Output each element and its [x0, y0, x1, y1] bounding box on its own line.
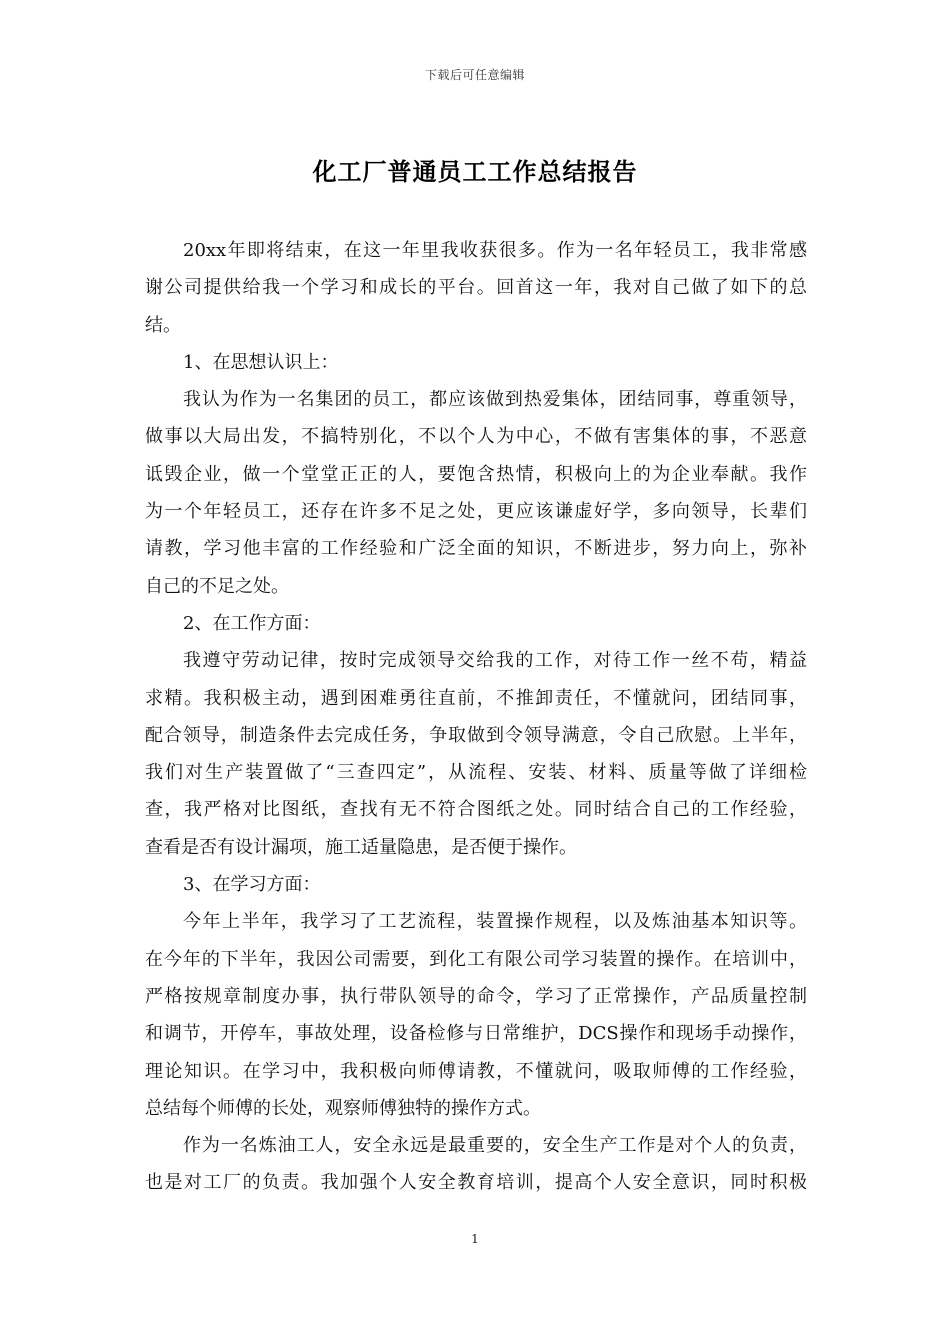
paragraph-line: 理论知识。在学习中，我积极向师傅请教，不懂就问，吸取师傅的工作经验， [145, 1060, 807, 1082]
paragraph-line: 结。 [145, 314, 181, 336]
paragraph [145, 866, 807, 903]
paragraph [145, 1127, 807, 1202]
paragraph [145, 903, 807, 1127]
paragraph-line: 求精。我积极主动，遇到困难勇往直前，不推卸责任，不懂就问，团结同事， [145, 687, 807, 709]
page-number: 1 [471, 1232, 479, 1246]
paragraph-line: 在今年的下半年，我因公司需要，到化工有限公司学习装置的操作。在培训中， [145, 948, 807, 970]
paragraph [145, 605, 807, 642]
paragraph [145, 232, 807, 344]
paragraph-line: 谢公司提供给我一个学习和成长的平台。回首这一年，我对自己做了如下的总 [145, 277, 807, 299]
paragraph [145, 344, 807, 381]
paragraph [145, 381, 807, 605]
document-body [145, 232, 807, 1202]
paragraph-line: 我认为作为一名集团的员工，都应该做到热爱集体，团结同事，尊重领导， [183, 389, 807, 411]
paragraph-line: 查看是否有设计漏项，施工适量隐患，是否便于操作。 [145, 836, 577, 858]
paragraph-line: 我遵守劳动记律，按时完成领导交给我的工作，对待工作一丝不苟，精益 [183, 650, 807, 672]
paragraph-line: 3、在学习方面： [183, 874, 321, 896]
paragraph-line: 配合领导，制造条件去完成任务，争取做到令领导满意，令自己欣慰。上半年， [145, 724, 807, 746]
paragraph-line: 今年上半年，我学习了工艺流程，装置操作规程，以及炼油基本知识等。 [183, 911, 807, 933]
paragraph-line: 我们对生产装置做了“三查四定”，从流程、安装、材料、质量等做了详细检 [145, 762, 807, 784]
paragraph-line: 严格按规章制度办事，执行带队领导的命令，学习了正常操作，产品质量控制 [145, 985, 807, 1007]
paragraph-line: 请教，学习他丰富的工作经验和广泛全面的知识，不断进步，努力向上，弥补 [145, 538, 807, 560]
paragraph-line: 诋毁企业，做一个堂堂正正的人，要饱含热情，积极向上的为企业奉献。我作 [145, 463, 807, 485]
paragraph-line: 做事以大局出发，不搞特别化，不以个人为中心，不做有害集体的事，不恶意 [145, 426, 807, 448]
paragraph-line: 20xx年即将结束，在这一年里我收获很多。作为一名年轻员工，我非常感 [183, 240, 807, 261]
paragraph-line: 自己的不足之处。 [145, 575, 289, 597]
paragraph-line: 2、在工作方面： [183, 612, 321, 634]
paragraph-line: 为一个年轻员工，还存在许多不足之处，更应该谦虚好学，多向领导，长辈们 [145, 501, 807, 523]
paragraph-line: 总结每个师傅的长处，观察师傅独特的操作方式。 [145, 1097, 541, 1119]
paragraph-line: 也是对工厂的负责。我加强个人安全教育培训，提高个人安全意识，同时积极 [145, 1172, 807, 1194]
paragraph-line: 1、在思想认识上： [183, 351, 339, 373]
header-note: 下载后可任意编辑 [424, 68, 525, 82]
document-title: 化工厂普通员工工作总结报告 [312, 157, 638, 186]
paragraph-line: 作为一名炼油工人，安全永远是最重要的，安全生产工作是对个人的负责， [183, 1135, 807, 1157]
paragraph-line: 和调节，开停车，事故处理，设备检修与日常维护，DCS操作和现场手动操作， [145, 1023, 807, 1045]
paragraph [145, 642, 807, 866]
paragraph-line: 查，我严格对比图纸，查找有无不符合图纸之处。同时结合自己的工作经验， [145, 799, 807, 821]
